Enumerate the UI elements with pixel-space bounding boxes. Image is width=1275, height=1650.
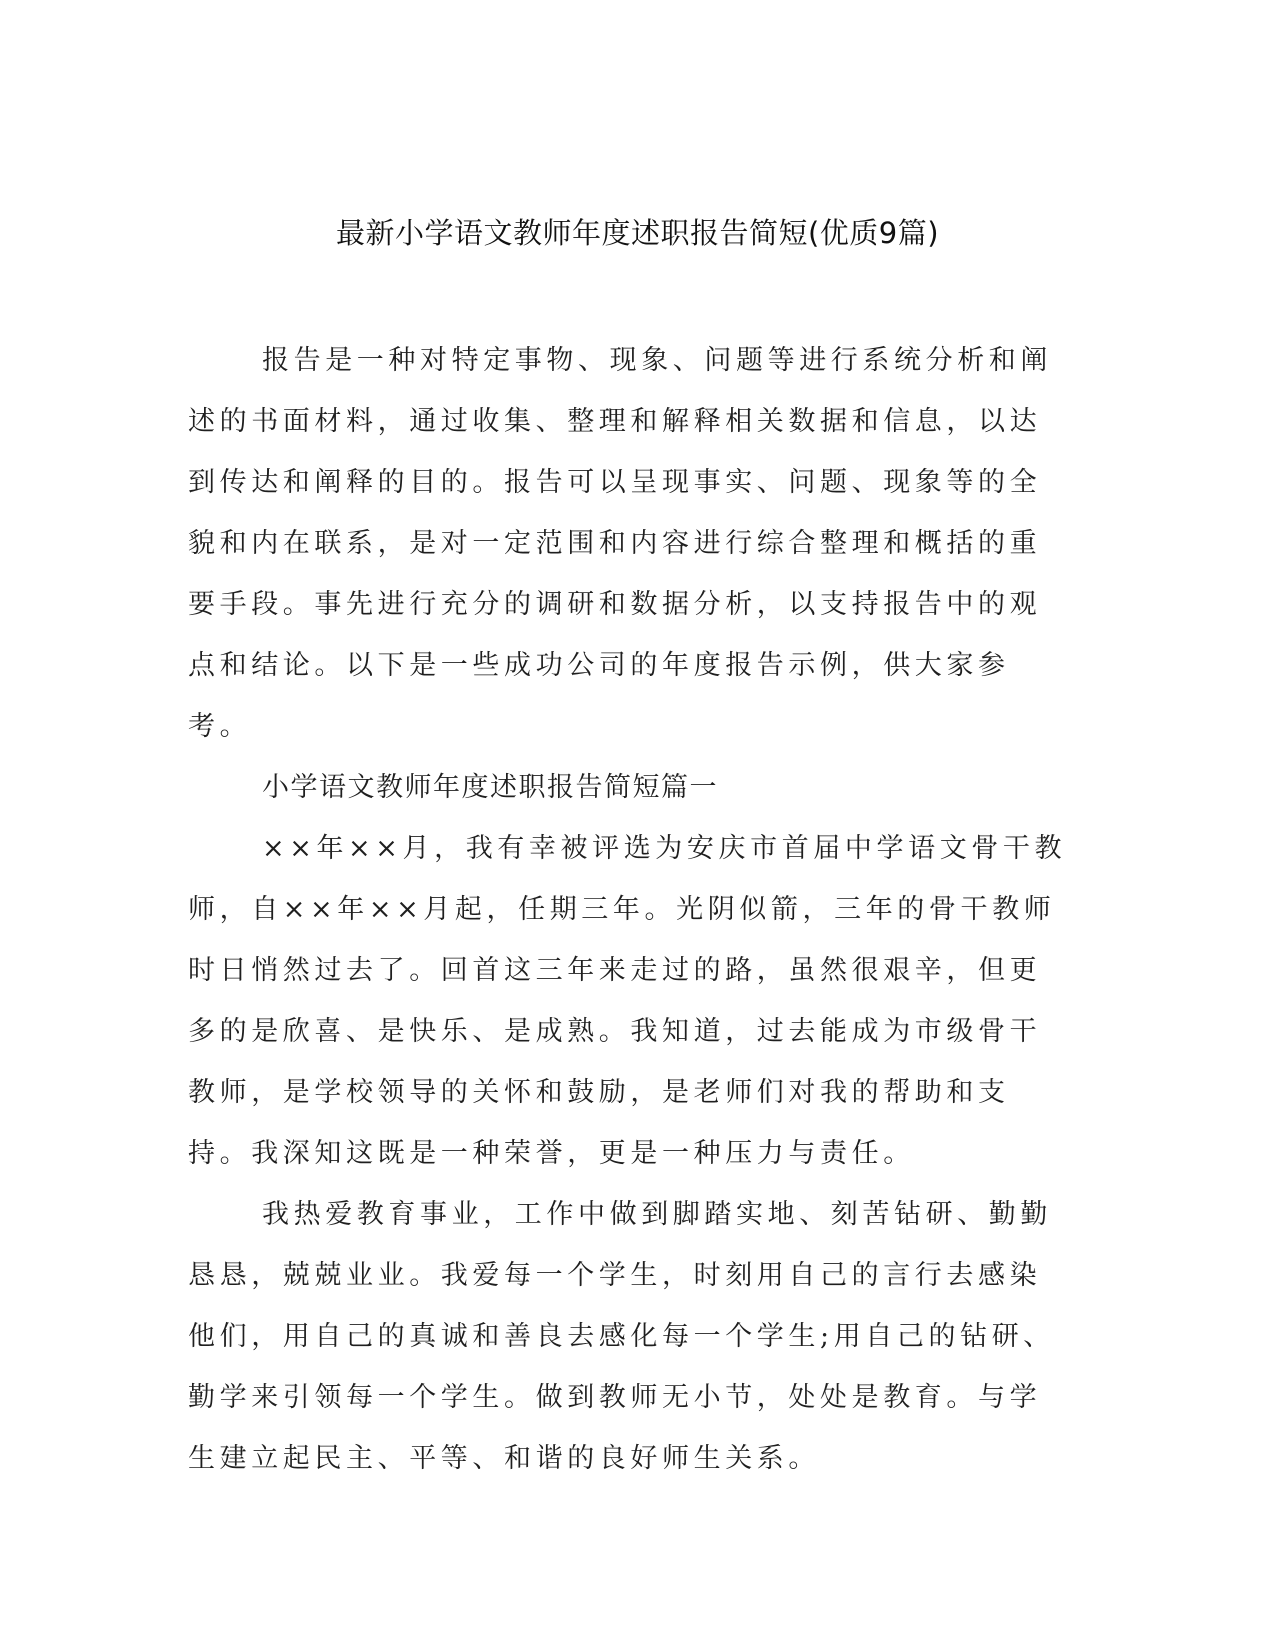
body-paragraph-1-text: ××年××月，我有幸被评选为安庆市首届中学语文骨干教师，自××年××月起，任期三年。光阴似箭，三年的骨干教师时日悄然过去了。回首这三年来走过的路，虽然很艰辛，但更多的是欣喜、是快乐、是成熟。我知道，过去能成为市级骨干教师，是学校领导的关怀和鼓励，是老师们对我的帮助和支持。我深知这既是一种荣誉，更是一种压力与责任。 xyxy=(188,833,1067,1169)
body-paragraph-1 xyxy=(188,818,1068,1184)
section-heading-text: 小学语文教师年度述职报告简短篇一 xyxy=(262,772,718,803)
document-title: 最新小学语文教师年度述职报告简短(优质9篇) xyxy=(335,216,940,250)
section-heading xyxy=(188,757,1068,818)
document-body xyxy=(188,330,1068,1489)
intro-paragraph xyxy=(188,330,1068,757)
body-paragraph-2 xyxy=(188,1184,1068,1489)
intro-paragraph-text: 报告是一种对特定事物、现象、问题等进行系统分析和阐述的书面材料，通过收集、整理和解释相关数据和信息，以达到传达和阐释的目的。报告可以呈现事实、问题、现象等的全貌和内在联系，是对一定范围和内容进行综合整理和概括的重要手段。事先进行充分的调研和数据分析，以支持报告中的观点和结论。以下是一些成功公司的年度报告示例，供大家参考。 xyxy=(188,345,1052,742)
body-paragraph-2-text: 我热爱教育事业，工作中做到脚踏实地、刻苦钻研、勤勤恳恳，兢兢业业。我爱每一个学生，时刻用自己的言行去感染他们，用自己的真诚和善良去感化每一个学生;用自己的钻研、勤学来引领每一个学生。做到教师无小节，处处是教育。与学生建立起民主、平等、和谐的良好师生关系。 xyxy=(188,1199,1055,1474)
